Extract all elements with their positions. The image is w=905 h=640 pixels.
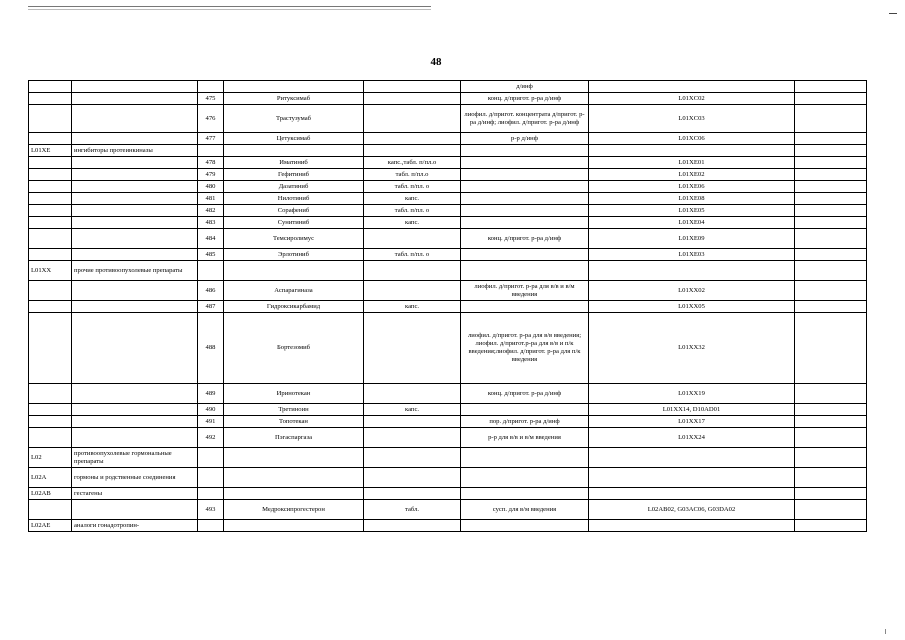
dosage-form: табл. п/пл. о — [364, 181, 461, 193]
drug-name: Цетуксимаб — [224, 133, 364, 145]
drug-name — [224, 520, 364, 532]
top-rule-secondary — [28, 9, 431, 10]
atc-group-code — [29, 404, 72, 416]
atc-code: L01XX14, D10AD01 — [589, 404, 795, 416]
table-row — [29, 500, 867, 520]
extra-cell — [795, 105, 867, 133]
extra-cell — [795, 416, 867, 428]
table-row — [29, 181, 867, 193]
item-number: 487 — [198, 301, 224, 313]
group-name — [72, 193, 198, 205]
drug-name: Дазатиниб — [224, 181, 364, 193]
drug-name — [224, 468, 364, 488]
route-cell — [461, 488, 589, 500]
drug-name: Эрлотиниб — [224, 249, 364, 261]
drug-name — [224, 488, 364, 500]
table-row — [29, 281, 867, 301]
route-cell — [461, 217, 589, 229]
dosage-form — [364, 133, 461, 145]
dosage-form — [364, 261, 461, 281]
dosage-form — [364, 313, 461, 384]
drug-name — [224, 261, 364, 281]
atc-group-code — [29, 416, 72, 428]
item-number: 493 — [198, 500, 224, 520]
extra-cell — [795, 500, 867, 520]
dosage-form — [364, 93, 461, 105]
dosage-form — [364, 145, 461, 157]
atc-group-code — [29, 217, 72, 229]
dosage-form — [364, 468, 461, 488]
drug-register-table — [28, 80, 867, 532]
atc-group-code — [29, 157, 72, 169]
item-number: 476 — [198, 105, 224, 133]
extra-cell — [795, 145, 867, 157]
atc-group-code — [29, 301, 72, 313]
extra-cell — [795, 157, 867, 169]
group-name — [72, 281, 198, 301]
extra-cell — [795, 217, 867, 229]
route-cell — [461, 448, 589, 468]
extra-cell — [795, 261, 867, 281]
dosage-form: табл. п/пл. о — [364, 205, 461, 217]
atc-code: L01XX24 — [589, 428, 795, 448]
atc-group-code — [29, 105, 72, 133]
dosage-form: капс. — [364, 301, 461, 313]
item-number: 481 — [198, 193, 224, 205]
group-name — [72, 205, 198, 217]
item-number — [198, 520, 224, 532]
atc-code: L01XC02 — [589, 93, 795, 105]
item-number: 492 — [198, 428, 224, 448]
atc-code: L01XX02 — [589, 281, 795, 301]
atc-group-code: L02AE — [29, 520, 72, 532]
drug-name: Иринотекан — [224, 384, 364, 404]
route-cell — [461, 205, 589, 217]
edge-tick — [885, 629, 886, 634]
atc-code: L01XE01 — [589, 157, 795, 169]
drug-name: Аспарагиназа — [224, 281, 364, 301]
atc-code: L01XE09 — [589, 229, 795, 249]
item-number — [198, 468, 224, 488]
atc-code: L01XE03 — [589, 249, 795, 261]
route-cell — [461, 157, 589, 169]
drug-name: Пэгаспаргаза — [224, 428, 364, 448]
table-row — [29, 488, 867, 500]
group-name — [72, 229, 198, 249]
extra-cell — [795, 404, 867, 416]
extra-cell — [795, 488, 867, 500]
dosage-form — [364, 488, 461, 500]
dosage-form — [364, 448, 461, 468]
item-number: 478 — [198, 157, 224, 169]
table-row — [29, 301, 867, 313]
drug-name: Темсиролимус — [224, 229, 364, 249]
atc-group-code — [29, 93, 72, 105]
atc-group-code — [29, 229, 72, 249]
atc-code: L02AB02, G03AC06, G03DA02 — [589, 500, 795, 520]
table-row — [29, 313, 867, 384]
drug-name: Трастузумаб — [224, 105, 364, 133]
table-row — [29, 133, 867, 145]
extra-cell — [795, 133, 867, 145]
group-name — [72, 157, 198, 169]
edge-mark — [889, 13, 897, 14]
item-number: 490 — [198, 404, 224, 416]
table-row — [29, 468, 867, 488]
group-name — [72, 181, 198, 193]
dosage-form: капс. — [364, 404, 461, 416]
atc-group-code — [29, 500, 72, 520]
item-number: 480 — [198, 181, 224, 193]
drug-name: Сорафениб — [224, 205, 364, 217]
dosage-form — [364, 384, 461, 404]
atc-code — [589, 145, 795, 157]
route-cell — [461, 520, 589, 532]
table-row — [29, 205, 867, 217]
route-cell: р-р д/инф — [461, 133, 589, 145]
item-number: 475 — [198, 93, 224, 105]
route-cell: пор. д/пригот. р-ра д/инф — [461, 416, 589, 428]
atc-group-code — [29, 428, 72, 448]
atc-group-code — [29, 384, 72, 404]
group-name: гормоны и родственные соединения — [72, 468, 198, 488]
group-name — [72, 249, 198, 261]
dosage-form: табл. п/пл.о — [364, 169, 461, 181]
group-name: гестагены — [72, 488, 198, 500]
atc-code: L01XE08 — [589, 193, 795, 205]
atc-code: L01XE05 — [589, 205, 795, 217]
extra-cell — [795, 249, 867, 261]
extra-cell — [795, 93, 867, 105]
dosage-form — [364, 281, 461, 301]
item-number: 477 — [198, 133, 224, 145]
dosage-form — [364, 105, 461, 133]
extra-cell — [795, 181, 867, 193]
route-cell: лиофил. д/пригот. концентрата д/пригот. р-ра д/инф; лиофил. д/пригот. р-ра д/инф — [461, 105, 589, 133]
drug-name: Сунитиниб — [224, 217, 364, 229]
group-name: аналоги гонадотропин- — [72, 520, 198, 532]
table-row — [29, 261, 867, 281]
atc-code: L01XE02 — [589, 169, 795, 181]
atc-group-code: L02 — [29, 448, 72, 468]
continuation-row — [29, 81, 867, 93]
route-cell — [461, 181, 589, 193]
top-rule — [28, 6, 431, 7]
group-name — [72, 404, 198, 416]
group-name — [72, 133, 198, 145]
table-row — [29, 448, 867, 468]
group-name: противоопухолевые гормональные препараты — [72, 448, 198, 468]
atc-code: L01XX19 — [589, 384, 795, 404]
atc-code: L01XC03 — [589, 105, 795, 133]
drug-name: Гидроксикарбамид — [224, 301, 364, 313]
group-name — [72, 105, 198, 133]
atc-code: L01XC06 — [589, 133, 795, 145]
extra-cell — [795, 384, 867, 404]
route-cell — [461, 145, 589, 157]
route-cell: лиофил. д/пригот. р-ра для в/в введения; лиофил. д/пригот.р-ра для в/в и п/к введения;лиофил. д/пригот. р-ра для п/к введения — [461, 313, 589, 384]
table-row — [29, 169, 867, 181]
route-cell: конц. д/пригот. р-ра д/инф — [461, 229, 589, 249]
route-cell: р-р для в/в и в/м введения — [461, 428, 589, 448]
group-name — [72, 428, 198, 448]
route-cell: конц. д/пригот. р-ра д/инф — [461, 93, 589, 105]
atc-group-code — [29, 249, 72, 261]
drug-name: Третиноин — [224, 404, 364, 416]
table-row — [29, 105, 867, 133]
dosage-form: капс. — [364, 217, 461, 229]
item-number — [198, 261, 224, 281]
table-row — [29, 193, 867, 205]
table-row — [29, 416, 867, 428]
route-cell: лиофил. д/пригот. р-ра для в/в и в/м введения — [461, 281, 589, 301]
drug-name: Медроксипрогестерон — [224, 500, 364, 520]
extra-cell — [795, 520, 867, 532]
group-name — [72, 301, 198, 313]
table-row — [29, 217, 867, 229]
group-name — [72, 93, 198, 105]
group-name — [72, 384, 198, 404]
atc-group-code — [29, 313, 72, 384]
item-number: 482 — [198, 205, 224, 217]
table-row — [29, 157, 867, 169]
drug-name — [224, 145, 364, 157]
dosage-form — [364, 229, 461, 249]
dosage-form — [364, 416, 461, 428]
table-row — [29, 428, 867, 448]
route-cell — [461, 169, 589, 181]
atc-group-code: L02A — [29, 468, 72, 488]
table-row — [29, 229, 867, 249]
atc-code: L01XX05 — [589, 301, 795, 313]
atc-group-code — [29, 205, 72, 217]
atc-group-code: L01XE — [29, 145, 72, 157]
dosage-form — [364, 428, 461, 448]
extra-cell — [795, 428, 867, 448]
page-number: 48 — [430, 56, 442, 68]
atc-group-code: L02AB — [29, 488, 72, 500]
atc-code: L01XE06 — [589, 181, 795, 193]
group-name — [72, 416, 198, 428]
dosage-form — [364, 520, 461, 532]
drug-name: Бортезомиб — [224, 313, 364, 384]
route-cell: д/инф — [461, 81, 589, 93]
atc-group-code — [29, 281, 72, 301]
extra-cell — [795, 169, 867, 181]
table-row — [29, 145, 867, 157]
table-row — [29, 520, 867, 532]
atc-code: L01XE04 — [589, 217, 795, 229]
atc-code — [589, 468, 795, 488]
atc-code — [589, 448, 795, 468]
item-number: 483 — [198, 217, 224, 229]
extra-cell — [795, 205, 867, 217]
drug-name: Топотекан — [224, 416, 364, 428]
group-name — [72, 217, 198, 229]
extra-cell — [795, 301, 867, 313]
dosage-form: капс. — [364, 193, 461, 205]
table-row — [29, 384, 867, 404]
atc-code — [589, 488, 795, 500]
extra-cell — [795, 229, 867, 249]
atc-group-code — [29, 193, 72, 205]
extra-cell — [795, 448, 867, 468]
dosage-form: капс.,табл. п/пл.о — [364, 157, 461, 169]
item-number: 484 — [198, 229, 224, 249]
atc-group-code — [29, 133, 72, 145]
item-number: 489 — [198, 384, 224, 404]
item-number: 479 — [198, 169, 224, 181]
route-cell — [461, 468, 589, 488]
item-number: 485 — [198, 249, 224, 261]
item-number: 491 — [198, 416, 224, 428]
item-number: 488 — [198, 313, 224, 384]
drug-name — [224, 448, 364, 468]
drug-name: Нилотиниб — [224, 193, 364, 205]
atc-group-code — [29, 169, 72, 181]
drug-name: Гефитиниб — [224, 169, 364, 181]
route-cell: конц. д/пригот. р-ра д/инф — [461, 384, 589, 404]
route-cell — [461, 404, 589, 416]
table-row — [29, 404, 867, 416]
item-number — [198, 488, 224, 500]
extra-cell — [795, 313, 867, 384]
dosage-form: табл. п/пл. о — [364, 249, 461, 261]
drug-name: Иматиниб — [224, 157, 364, 169]
item-number: 486 — [198, 281, 224, 301]
atc-code — [589, 261, 795, 281]
drug-name: Ритуксимаб — [224, 93, 364, 105]
atc-group-code — [29, 181, 72, 193]
group-name: ингибиторы протеинкиназы — [72, 145, 198, 157]
item-number — [198, 145, 224, 157]
table-row — [29, 93, 867, 105]
atc-code: L01XX17 — [589, 416, 795, 428]
item-number — [198, 448, 224, 468]
group-name — [72, 169, 198, 181]
group-name — [72, 500, 198, 520]
atc-code — [589, 520, 795, 532]
group-name — [72, 313, 198, 384]
group-name: прочие противоопухолевые препараты — [72, 261, 198, 281]
atc-code: L01XX32 — [589, 313, 795, 384]
table-row — [29, 249, 867, 261]
dosage-form: табл. — [364, 500, 461, 520]
extra-cell — [795, 281, 867, 301]
route-cell — [461, 193, 589, 205]
route-cell: сусп. для в/м введения — [461, 500, 589, 520]
route-cell — [461, 249, 589, 261]
route-cell — [461, 261, 589, 281]
route-cell — [461, 301, 589, 313]
extra-cell — [795, 468, 867, 488]
atc-group-code: L01XX — [29, 261, 72, 281]
extra-cell — [795, 193, 867, 205]
